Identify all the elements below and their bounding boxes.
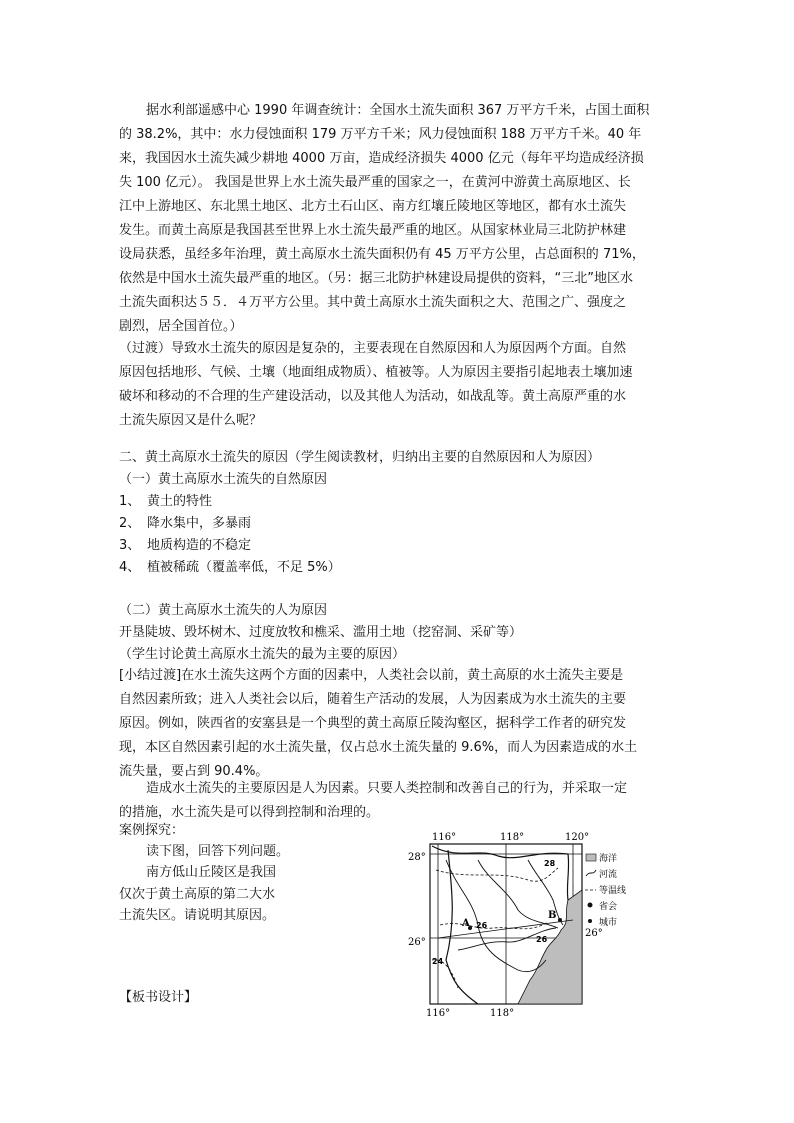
southeast-china-map bbox=[408, 830, 628, 1020]
human-causes-text: 开垦陡坡、毁坏树木、过度放牧和樵采、滥用土地（挖窑洞、采矿等） bbox=[119, 625, 523, 640]
paragraph-summary-transition: [小结过渡]在水土流失这两个方面的因素中，人类社会以前，黄土高原的水土流失主要是 自然因素所致；进入人类社会以后，随着生产活动的发展，人为因素成为水土流失的主要 原因。例如，陕西省的安塞县是一个典型的黄土高原丘陵沟壑区，据科学工作者的研究发 现，本区自然因素引起的水土流失量，仅占总水土流失量的 9.6%，而人为因素造成的水土 流失量，要占到 90.4%。 bbox=[119, 668, 638, 779]
list-item: 4、 植被稀疏（覆盖率低，不足 5%） bbox=[119, 560, 341, 575]
river bbox=[446, 860, 546, 972]
paragraph-conclusion: 造成水土流失的主要原因是人为因素。只要人类控制和改善自己的行为，并采取一定 的措施，水土流失是可以得到控制和治理的。 bbox=[119, 781, 628, 820]
lon-label-bottom: 118° bbox=[490, 1008, 515, 1019]
lat-label-left: 26° bbox=[408, 937, 426, 948]
case-line: 南方低山丘陵区是我国 bbox=[146, 865, 277, 880]
lon-label-top: 120° bbox=[565, 832, 590, 843]
legend-ocean: 海洋 bbox=[599, 854, 618, 864]
discussion-prompt: （学生讨论黄土高原水土流失的最为主要的原因） bbox=[119, 647, 406, 662]
river bbox=[528, 860, 563, 925]
board-design-heading: 【板书设计】 bbox=[119, 990, 198, 1005]
list-item: 1、 黄土的特性 bbox=[119, 494, 213, 509]
case-line: 读下图，回答下列问题。 bbox=[146, 844, 290, 859]
lon-label-bottom: 116° bbox=[426, 1008, 451, 1019]
legend-provincial-capital: 省会 bbox=[599, 902, 618, 912]
paragraph-soil-erosion-stats: 据水利部遥感中心 1990 年调查统计：全国水土流失面积 367 万平方千米，占国土面积 的 38.2%，其中：水力侵蚀面积 179 万平方千米；风力侵蚀面积 188 万平方千米。40 年 来，我国因水土流失减少耕地 4000 万亩，造成经济损失 4000 亿元（每年平均造成经济损 失 100 亿元）。 我国是世界上水土流失最严重的国家之一，在黄河中游黄土高原地区、长 江中上游地区、东北黑土地区、北方土石山区、南方红壤丘陵地区等地区，都有水土流失 发生。而黄土高原是我国甚至世界上水土流失最严重的地区。从国家林业局三北防护林建 设局获悉，虽经多年治理，黄土高原水土流失面积仍有 45 万平方公里，占总面积的 71%， 依然是中国水土流失最严重的地区。（另：据三北防护林建设局提供的资料，“三北”地区水 土流失面积达５５．４万平方公里。其中黄土高原水土流失面积之大、范围之广、强度之 剧烈，居全国首位。） bbox=[119, 103, 650, 334]
city-label: B bbox=[548, 910, 557, 921]
river bbox=[478, 860, 558, 928]
case-line: 仅次于黄土高原的第二大水 bbox=[119, 887, 276, 902]
lat-label-right: 26° bbox=[585, 928, 603, 939]
paragraph-transition: （过渡）导致水土流失的原因是复杂的，主要表现在自然原因和人为原因两个方面。自然 原因包括地形、气候、土壤（地面组成物质）、植被等。人为原因主要指引起地表土壤加速 破坏和移动的不合理的生产建设活动，以及其他人为活动，如战乱等。黄土高原严重的水 土流失原因又是什么呢？ bbox=[119, 341, 633, 428]
lat-label-left: 28° bbox=[408, 852, 426, 863]
section-heading: 二、黄土高原水土流失的原因（学生阅读教材，归纳出主要的自然原因和人为原因） bbox=[119, 450, 601, 465]
isohyet-label: 24 bbox=[432, 957, 444, 966]
case-study-heading: 案例探究： bbox=[119, 823, 185, 838]
city-label: A bbox=[462, 918, 470, 929]
natural-causes-heading: （一）黄土高原水土流失的自然原因 bbox=[119, 472, 328, 487]
lon-label-top: 116° bbox=[432, 832, 457, 843]
map-legend bbox=[585, 852, 626, 928]
list-item: 2、 降水集中，多暴雨 bbox=[119, 516, 252, 531]
isohyet-label: 26 bbox=[536, 935, 548, 944]
lon-label-top: 118° bbox=[500, 832, 525, 843]
ocean-area bbox=[518, 890, 582, 1004]
list-item: 3、 地质构造的不稳定 bbox=[119, 538, 252, 553]
human-causes-heading: （二）黄土高原水土流失的人为原因 bbox=[119, 603, 328, 618]
legend-isotherm: 等温线 bbox=[599, 886, 627, 896]
legend-city: 城市 bbox=[599, 918, 618, 928]
isohyet-label: 28 bbox=[544, 859, 556, 868]
isohyet-line bbox=[436, 868, 558, 881]
legend-river: 河流 bbox=[599, 870, 618, 880]
isohyet-label: 26 bbox=[476, 921, 488, 930]
case-line: 土流失区。请说明其原因。 bbox=[119, 908, 276, 923]
